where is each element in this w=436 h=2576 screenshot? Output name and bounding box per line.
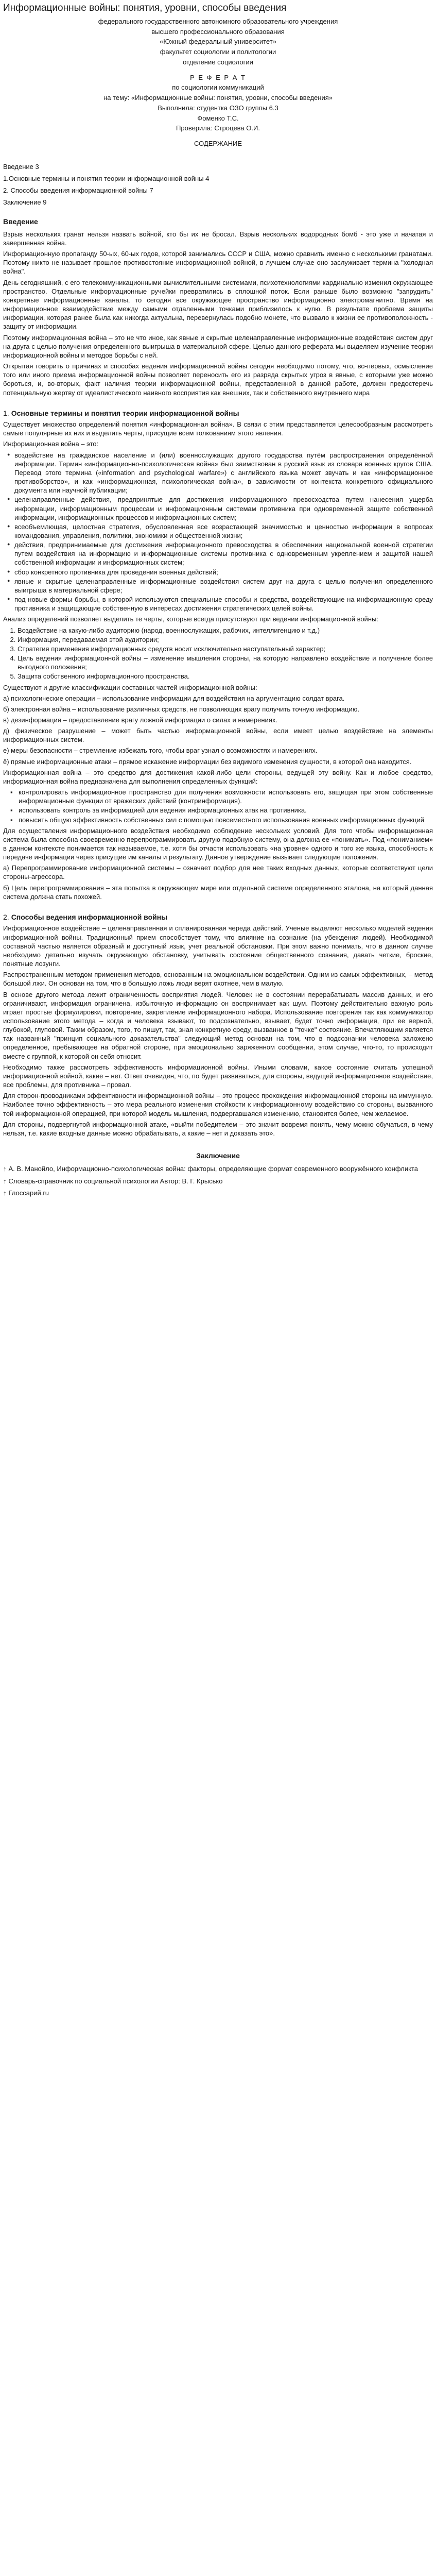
referat-label: Р Е Ф Е Р А Т	[190, 73, 246, 81]
reference-text: Глоссарий.ru	[8, 1189, 49, 1197]
arrow-icon: ↑	[3, 1165, 7, 1173]
section-1-paragraph: Анализ определений позволяет выделить те черты, которые всегда присутствуют при ведении информационной войны:	[3, 615, 378, 623]
title-page-line: Выполнила: студентка ОЗО группы 6.3	[158, 104, 278, 112]
section-2-paragraph: Для сторон-проводниками эффективности информационной войны – это процесс прохождения информационной стороны на иммунную. Наиболее точно эффективность – это мера реального изменения стойкости к информационному воздействию со стороны, вызванного той информационной операцией, при которой модель мышления, подвергавшаяся изменению, становится более, чем желаемое.	[3, 1092, 433, 1117]
definition-item: ● всеобъемлющая, целостная стратегия, обусловленная все возрастающей значимостью и ценностью информации в вопросах командования, управления, политики, экономики и общественной жизни;	[14, 522, 433, 540]
features-list	[3, 626, 433, 681]
document-title: Информационные войны: понятия, уровни, способы введения	[3, 3, 287, 13]
table-of-contents	[3, 162, 433, 207]
classification-item: е) меры безопасности – стремление избежать того, чтобы враг узнал о возможностях и намерениях.	[3, 747, 318, 755]
function-item: ▪ контролировать информационное пространство для получения возможности использовать его, защищая при этом собственные информационные функции от вражеских действий (контринформация).	[19, 788, 433, 805]
definition-item: ● под новые формы борьбы, в которой используются специальные способы и средства, воздействующие на информационную среду противника и защищающие собственную в интересах достижения стратегических целей войны.	[14, 595, 433, 613]
document-page	[0, 2, 436, 1221]
reference-item	[3, 1164, 433, 1173]
section-1-number: 1.	[3, 409, 9, 417]
classification-item: д) физическое разрушение – может быть частью информационной войны, если имеет целью воздействие на элементы информационных систем.	[3, 727, 433, 744]
reference-item	[3, 1189, 433, 1197]
section-2-paragraph: Для стороны, подвергнутой информационной атаке, «выйти победителем – это значит вовремя понять, чему можно обучаться, в чему нельзя, т.е. какие входные данные можно обрабатывать, а какие – нет и доказать это».	[3, 1120, 433, 1137]
definition-item: ● сбор конкретного противника для проведения военных действий;	[14, 568, 433, 577]
feature-item: 3. Стратегия применения информационных средств носит исключительно наступательный характер;	[18, 645, 433, 653]
condition-item: б) Цель перепрограммирования – эта попытка в окружающем мире или отдельной системе определенного эталона, на который данная система должна стать похожей.	[3, 884, 433, 901]
classification-list	[3, 694, 433, 766]
references-list	[3, 1164, 433, 1197]
feature-item: 4. Цель ведения информационной войны – изменение мышления стороны, на которую направлено воздействие и получение более выгодного положения;	[18, 654, 433, 671]
title-page-line: Проверила: Строцева О.И.	[176, 124, 260, 132]
title-page-line: отделение социологии	[183, 58, 253, 66]
section-2-paragraph: Распространенным методом применения методов, основанным на эмоциональном воздействии. Одним из самых эффективных, – метод большой лжи. Он основан на том, что в большую ложь люди верят охотнее, чем в малую.	[3, 971, 433, 988]
section-1-paragraph: Информационная война – это средство для достижения какой-либо цели стороны, ведущей эту войну. Как и любое средство, информационная война предназначена для выполнения определенных функций:	[3, 768, 433, 785]
conditions-list	[3, 863, 433, 901]
functions-list	[3, 788, 433, 824]
arrow-icon: ↑	[3, 1189, 7, 1197]
introduction-heading: Введение	[3, 217, 38, 226]
section-2-paragraph: Информационное воздействие – целенаправленная и спланированная череда действий. Ученые выделяют несколько моделей ведения информационной войны. Традиционный прием способствует тому, что влияние на сознание (на убеждения людей). Необходимой составной частью является образный и доступный язык, учет реальной обстановки. При этом важно понимать, что в данном случае необходимо детально изучать окружающую обстановку, учитывать состояние общественного сознания, давать четкие, броские, понятные лозунги.	[3, 924, 433, 968]
section-1-paragraph: Существуют и другие классификации составных частей информационной войны:	[3, 683, 257, 691]
title-page-line: «Южный федеральный университет»	[160, 38, 276, 46]
function-item: ▪ повысить общую эффективность собственных сил с помощью повсеместного использования военных информационных функций	[19, 816, 433, 824]
title-page-line: факультет социологии и политологии	[160, 48, 276, 56]
title-page-line: Фоменко Т.С.	[197, 114, 239, 122]
arrow-icon: ↑	[3, 1177, 7, 1185]
definition-item: ● явные и скрытые целенаправленные информационные воздействия систем друг на друга с целью получения определенного выигрыша в материальной сфере;	[14, 577, 433, 595]
introduction-paragraph: День сегодняшний, с его телекоммуникационными вычислительными системами, психотехнологиями кардинально изменил окружающее пространство. Отдельные информационные ручейки превратились в сплошной поток. Если раньше было возможно "запрудить" конкретные информационные каналы, то сегодня все окружающее пространство информационно электромагнитно. Время на информационное взаимодействие между самыми отдаленными точками приблизилось к нулю. В результате проблема защиты информации, которая ранее была как никогда актуальна, перевернулась подобно монете, что вызвало к жизни ее противоположность - защиту от информации.	[3, 278, 433, 331]
feature-item: 2. Информация, передаваемая этой аудитории;	[18, 635, 433, 644]
reference-text: Словарь-справочник по социальной психологии Автор: В. Г. Крысько	[8, 1177, 223, 1185]
definition-list-intro: Информационная война – это:	[3, 440, 99, 448]
definition-item: ● действия, предпринимаемые для достижения информационного превосходства в обеспечении национальной военной стратегии путем воздействия на информацию и информационные системы противника с одновременным укреплением и защитой нашей собственной информации и информационных систем;	[14, 540, 433, 567]
section-2-number: 2.	[3, 912, 9, 921]
condition-item: а) Перепрограммирование информационной системы – означает подбор для нее таких входных данных, которые соответствуют цели стороны-агрессора.	[3, 864, 433, 881]
function-item: ▪ использовать контроль за информацией для ведения информационных атак на противника.	[19, 806, 433, 815]
section-1-title: Основные термины и понятия теории информационной войны	[11, 409, 239, 417]
section-2-paragraph: Необходимо также рассмотреть эффективность информационной войны. Иными словами, какое состояние считать успешной информационной войной, какие – нет. Ответ очевиден, что, по будет развиваться, для стороны, ведущей информационное воздействие, все проблемы, для противника – провал.	[3, 1063, 433, 1089]
feature-item: 5. Защита собственного информационного пространства.	[18, 672, 433, 681]
toc-item: 1.Основные термины и понятия теории информационной войны 4	[3, 174, 210, 182]
introduction-paragraph: Открытая говорить о причинах и способах ведения информационной войны сегодня необходимо потому, что, во-первых, осмысление того или иного приема информационной войны позволяет переносить его из разряда скрытых угроз в явные, с которыми уже можно бороться, и, во-вторых, факт наличия теории информационной войны, представленной в данной работе, должен предостеречь потенциальную жертву от идеалистического наивного восприятия как внешних, так и собственного внутреннего мира	[3, 362, 433, 397]
classification-item: б) электронная война – использование различных средств, не позволяющих врагу получить точную информацию.	[3, 705, 360, 713]
reference-item	[3, 1177, 433, 1185]
classification-item: в) дезинформация – предоставление врагу ложной информации о силах и намерениях.	[3, 716, 277, 724]
title-page-line: высшего профессионального образования	[151, 27, 285, 36]
introduction-paragraph: Поэтому информационная война – это не что иное, как явные и скрытые целенаправленные информационные воздействия систем друг на друга с целью получения определенного выигрыша в материальной сфере. Целью данного реферата мы выделяем изучение теории информационной войны и методов борьбы с ней.	[3, 333, 433, 359]
feature-item: 1. Воздействие на какую-либо аудиторию (народ, военнослужащих, рабочих, интеллигенцию и т.д.)	[18, 626, 433, 635]
toc-item: Заключение 9	[3, 198, 47, 207]
section-2	[3, 912, 433, 1138]
section-2-heading	[3, 912, 433, 922]
section-conclusion	[3, 1151, 433, 1197]
definition-item: ● воздействие на гражданское население и (или) военнослужащих другого государства путём распространения определённой информации. Термин «информационно-психологическая война» был заимствован в русский язык из словаря военных кругов США. Перевод этого термина («information and psychological warfare») с английского языка может звучать и как «информационное противоборство», и как «информационная, психологическая война», в зависимости от контекста конкретного официального документа или научной публикации;	[14, 451, 433, 495]
definitions-list	[3, 451, 433, 613]
title-page-line: на тему: «Информационные войны: понятия, уровни, способы введения»	[103, 94, 333, 101]
section-2-title: Способы ведения информационной войны	[11, 912, 168, 921]
contents-heading: СОДЕРЖАНИЕ	[194, 140, 242, 147]
toc-item: 2. Способы введения информационной войны 7	[3, 187, 153, 195]
title-page	[3, 16, 433, 149]
conclusion-heading: Заключение	[196, 1151, 240, 1160]
classification-item: а) психологические операции – использование информации для воздействия на аргументацию солдат врага.	[3, 694, 345, 702]
toc-item: Введение 3	[3, 162, 39, 171]
section-1-paragraph: Существует множество определений понятия «информационная война». В связи с этим представляется целесообразным рассмотреть самые популярные их них и выделить черты, присущие всем толкованиям этого явления.	[3, 420, 433, 437]
introduction-paragraph: Взрыв нескольких гранат нельзя назвать войной, кто бы их не бросал. Взрыв нескольких водородных бомб - это уже и начатая и завершенная война.	[3, 230, 433, 247]
introduction-paragraph: Информационную пропаганду 50-ых, 60-ых годов, которой занимались СССР и США, можно сравнить именно с несколькими гранатами. Поэтому никто не называет прошлое противостояние информационной войной, в лучшем случае оно заслуживает термина "холодная война".	[3, 250, 433, 276]
title-page-line: по социологии коммуникаций	[172, 83, 264, 92]
section-1	[3, 409, 433, 901]
definition-item: ● целенаправленные действия, предпринятые для достижения информационного превосходства путем нанесения ущерба информации, информационным процессам и информационным системам противника при одновременной защите собственной информации, информационных процессов и информационных систем;	[14, 495, 433, 521]
classification-item: ё) прямые информационные атаки – прямое искажение информации без видимого изменения сущности, в которой она находится.	[3, 757, 412, 766]
section-2-paragraph: В основе другого метода лежит ограниченность восприятия людей. Человек не в состоянии перерабатывать массив данных, и его ограничивают, информация ограничена, избыточную информацию он воспринимает как шум. Поэтому действительно важную роль играет простые формулировки, повторение, закрепление информационного набора. Использование повторения так как коммуникатор использование этого метода – когда и человека взывают, то подсознательно, взывает, будет точно информация, при ее верной, глубокой, глуповой. Таким образом, того, то пишут, так, зная конкретную среду, вызванное в "точке" состояние. Впечатляющим является так названный "принцип социального доказательства" следующий метод основан на том, что в подсознании человека заложено определенное, пребывающее на обратной стороне, при эмоционально заряженном сообщении, этом случае, что-то, то происходит вместе с группой, к которой он себя относит.	[3, 990, 433, 1060]
section-1-paragraph: Для осуществления информационного воздействия необходимо соблюдение нескольких условий. Для того чтобы информационная система была способна своевременно перепрограммировать другую подобную систему, она должна ее «понимать». Под «пониманием» в данном контексте понимается так называемое, т.е. хотя бы отчасти использовать «на уровне» одного и того же языка, способность к передаче информации через присущие им каналы и результату. Данное утверждение вызывает следующие положения.	[3, 826, 433, 861]
reference-text: А. В. Манойло, Информационно-психологическая война: факторы, определяющие формат современного вооружённого конфликта	[8, 1165, 418, 1173]
section-1-heading	[3, 409, 433, 418]
title-page-line: федерального государственного автономного образовательного учреждения	[98, 17, 338, 25]
section-introduction	[3, 217, 433, 397]
